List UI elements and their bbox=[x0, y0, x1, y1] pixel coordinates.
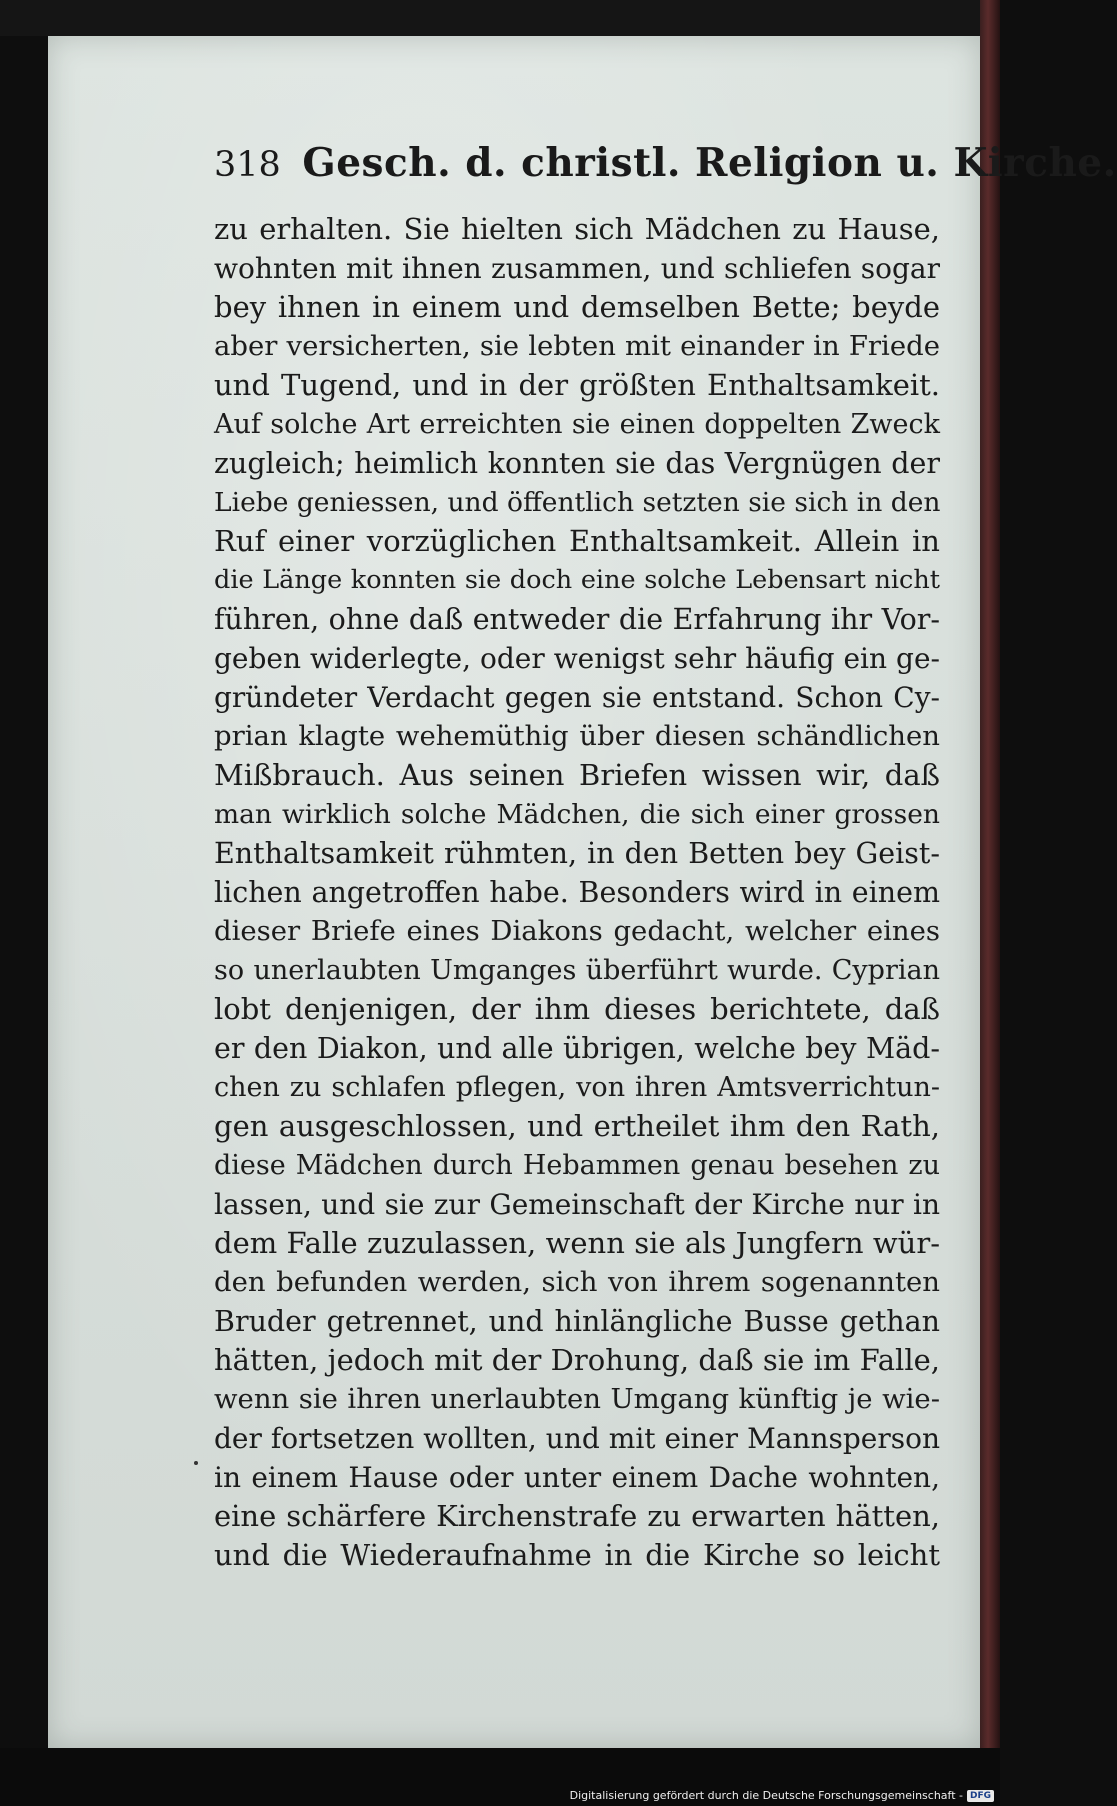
text-line: prian klagte wehemüthig über diesen schändlichen bbox=[214, 720, 940, 752]
text-line: zu erhalten. Sie hielten sich Mädchen zu Hause, bbox=[214, 212, 940, 246]
text-line: zugleich; heimlich konnten sie das Vergnügen der bbox=[214, 447, 940, 480]
ink-speck bbox=[194, 1461, 198, 1465]
text-line: und Tugend, und in der größten Enthaltsamkeit. bbox=[214, 368, 940, 402]
text-line: Ruf einer vorzüglichen Enthaltsamkeit. Allein in bbox=[214, 524, 940, 558]
text-line: Auf solche Art erreichten sie einen doppelten Zweck bbox=[214, 409, 940, 440]
dfg-logo: DFG bbox=[967, 1790, 994, 1802]
text-line: und die Wiederaufnahme in die Kirche so leicht bbox=[214, 1538, 940, 1572]
text-line: lichen angetroffen habe. Besonders wird in einem bbox=[214, 876, 940, 909]
text-line: wenn sie ihren unerlaubten Umgang künftig je wie- bbox=[214, 1383, 940, 1415]
text-line: Enthaltsamkeit rühmten, in den Betten bey Geist- bbox=[214, 837, 940, 870]
footer-credit-text: Digitalisierung gefördert durch die Deutsche Forschungsgemeinschaft - bbox=[569, 1789, 963, 1802]
book-edge bbox=[980, 0, 1000, 1806]
text-line: in einem Hause oder unter einem Dache wohnten, bbox=[214, 1461, 940, 1494]
text-line: bey ihnen in einem und demselben Bette; beyde bbox=[214, 290, 940, 324]
text-line: führen, ohne daß entweder die Erfahrung ihr Vor- bbox=[214, 603, 940, 636]
text-line: lassen, und sie zur Gemeinschaft der Kirche nur in bbox=[214, 1188, 940, 1221]
text-line: wohnten mit ihnen zusammen, und schliefen sogar bbox=[214, 252, 940, 285]
page-header bbox=[214, 140, 1117, 200]
text-line: geben widerlegte, oder wenigst sehr häufig ein ge- bbox=[214, 642, 940, 675]
text-line: den befunden werden, sich von ihrem sogenannten bbox=[214, 1266, 940, 1298]
text-line: gründeter Verdacht gegen sie entstand. Schon Cy- bbox=[214, 681, 940, 714]
text-line: der fortsetzen wollten, und mit einer Mannsperson bbox=[214, 1422, 940, 1455]
text-line: er den Diakon, und alle übrigen, welche bey Mäd- bbox=[214, 1032, 940, 1065]
page-number: 318 bbox=[214, 145, 281, 185]
text-line: chen zu schlafen pflegen, von ihren Amtsverrichtun- bbox=[214, 1072, 940, 1103]
text-line: Mißbrauch. Aus seinen Briefen wissen wir, daß bbox=[214, 758, 940, 792]
text-line: eine schärfere Kirchenstrafe zu erwarten hätten, bbox=[214, 1499, 940, 1533]
footer-credit bbox=[570, 1789, 994, 1802]
text-line: Bruder getrennet, und hinlängliche Busse gethan bbox=[214, 1305, 940, 1338]
text-line: die Länge konnten sie doch eine solche Lebensart nicht bbox=[214, 565, 940, 595]
text-line: dieser Briefe eines Diakons gedacht, welcher eines bbox=[214, 915, 940, 947]
text-line: diese Mädchen durch Hebammen genau besehen zu bbox=[214, 1150, 940, 1181]
scan-top-border bbox=[0, 0, 1000, 36]
text-line: gen ausgeschlossen, und ertheilet ihm den Rath, bbox=[214, 1109, 940, 1143]
text-line: Liebe geniessen, und öffentlich setzten sie sich in den bbox=[214, 487, 941, 518]
body-text bbox=[214, 210, 940, 1575]
text-line: man wirklich solche Mädchen, die sich einer grossen bbox=[214, 799, 940, 830]
text-line: so unerlaubten Umganges überführt wurde. Cyprian bbox=[214, 955, 940, 986]
text-line: hätten, jedoch mit der Drohung, daß sie im Falle, bbox=[214, 1343, 940, 1377]
text-line: lobt denjenigen, der ihm dieses berichtete, daß bbox=[214, 992, 940, 1026]
text-line: dem Falle zuzulassen, wenn sie als Jungfern wür- bbox=[214, 1226, 940, 1260]
text-line: aber versicherten, sie lebten mit einander in Friede bbox=[214, 330, 940, 362]
running-title: Gesch. d. christl. Religion u. Kirche. bbox=[302, 140, 1117, 186]
